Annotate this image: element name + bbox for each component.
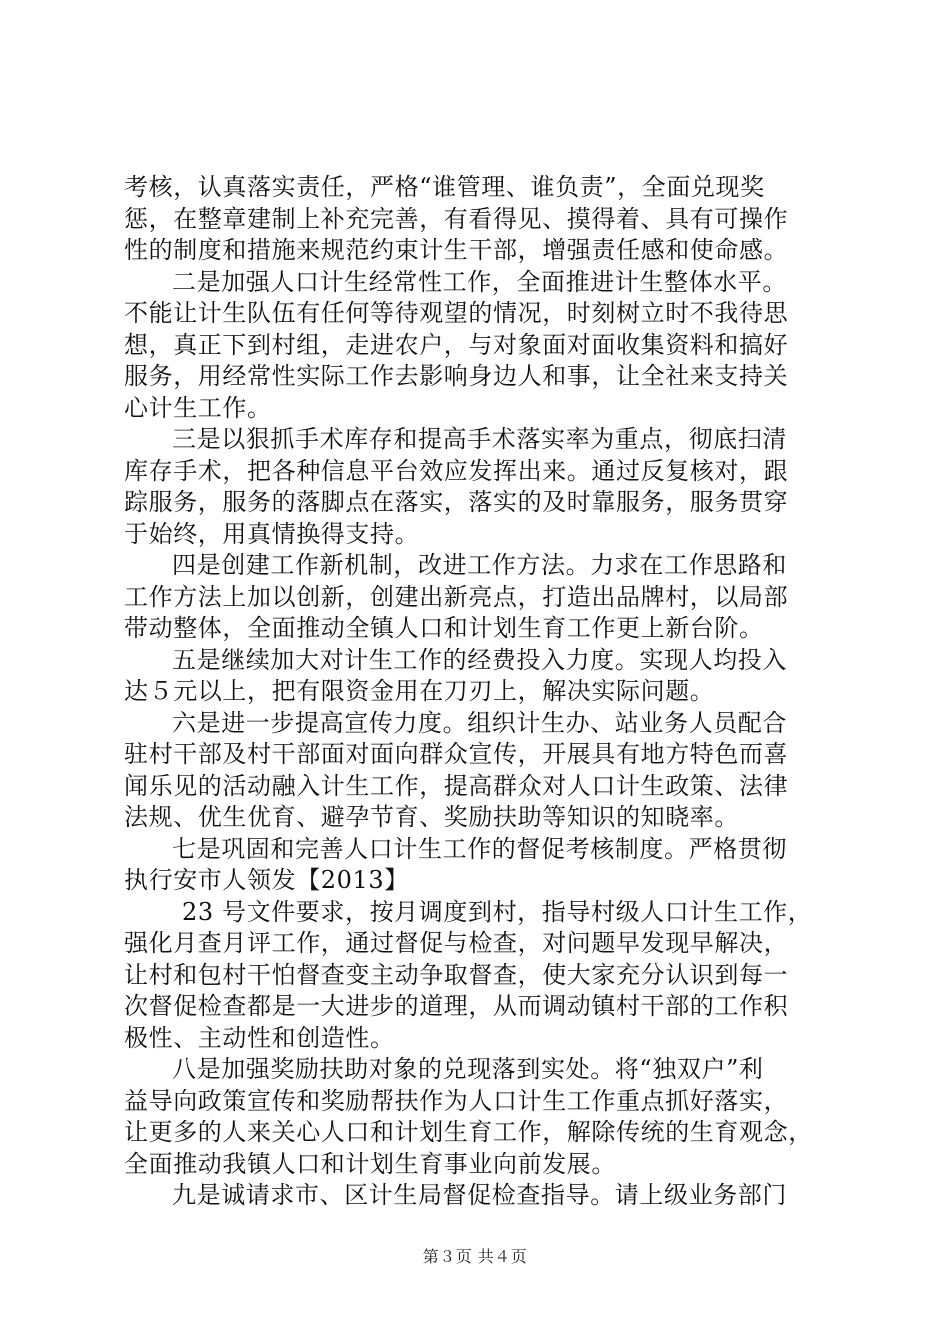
text-line: 工作方法上加以创新，创建出新亮点，打造出品牌村，以局部 bbox=[124, 582, 789, 611]
text-line: 七是巩固和完善人口计生工作的督促考核制度。严格贯彻 bbox=[172, 834, 787, 863]
text-line: 带动整体，全面推动全镇人口和计划生育工作更上新台阶。 bbox=[124, 614, 764, 642]
text-line: 五是继续加大对计生工作的经费投入力度。实现人均投入 bbox=[172, 645, 787, 674]
text-line: 23 号文件要求，按月调度到村，指导村级人口计生工作， bbox=[182, 897, 813, 926]
text-line: 性的制度和措施来规范约束计生干部，增强责任感和使命感。 bbox=[124, 236, 789, 264]
text-line: 法规、优生优育、避孕节育、奖励扶助等知识的知晓率。 bbox=[124, 803, 739, 831]
text-line: 八是加强奖励扶助对象的兑现落到实处。将“独双户”利 bbox=[172, 1055, 764, 1083]
page-footer: 第３页 共４页 bbox=[422, 1247, 528, 1266]
text-line: 四是创建工作新机制，改进工作方法。力求在工作思路和 bbox=[172, 551, 787, 579]
text-line: 驻村干部及村干部面对面向群众宣传，开展具有地方特色而喜 bbox=[124, 740, 789, 768]
text-line: 闻乐见的活动融入计生工作，提高群众对人口计生政策、法律 bbox=[124, 771, 789, 800]
text-line: 服务，用经常性实际工作去影响身边人和事，让全社来支持关 bbox=[124, 362, 789, 390]
text-line: 踪服务，服务的落脚点在落实，落实的及时靠服务，服务贯穿 bbox=[124, 488, 789, 516]
text-line: 让村和包村干怕督查变主动争取督查，使大家充分认识到每一 bbox=[124, 960, 789, 989]
text-line: 不能让计生队伍有任何等待观望的情况，时刻树立时不我待思 bbox=[124, 299, 789, 327]
text-line: 惩，在整章建制上补充完善，有看得见、摸得着、具有可操作 bbox=[124, 204, 789, 233]
text-line: 于始终，用真情换得支持。 bbox=[124, 519, 420, 548]
text-line: 让更多的人来关心人口和计划生育工作，解除传统的生育观念， bbox=[124, 1118, 813, 1146]
text-line: 极性、主动性和创造性。 bbox=[124, 1023, 395, 1052]
text-line: 二是加强人口计生经常性工作，全面推进计生整体水平。 bbox=[172, 267, 787, 296]
text-line: 想，真正下到村组，走进农户，与对象面对面收集资料和搞好 bbox=[124, 330, 789, 359]
text-line: 六是进一步提高宣传力度。组织计生办、站业务人员配合 bbox=[172, 708, 787, 737]
text-line: 达５元以上，把有限资金用在刀刃上，解决实际问题。 bbox=[124, 677, 715, 705]
text-line: 三是以狠抓手术库存和提高手术落实率为重点，彻底扫清 bbox=[172, 425, 787, 453]
text-line: 九是诚请求市、区计生局督促检查指导。请上级业务部门 bbox=[172, 1181, 787, 1209]
text-line: 心计生工作。 bbox=[124, 393, 272, 422]
body-text bbox=[124, 172, 836, 1212]
text-line: 益导向政策宣传和奖励帮扶作为人口计生工作重点抓好落实， bbox=[124, 1086, 789, 1115]
text-line: 全面推动我镇人口和计划生育事业向前发展。 bbox=[124, 1149, 616, 1178]
text-line: 库存手术，把各种信息平台效应发挥出来。通过反复核对，跟 bbox=[124, 456, 789, 485]
text-line: 考核，认真落实责任，严格“谁管理、谁负责”，全面兑现奖 bbox=[124, 173, 765, 201]
text-line: 强化月查月评工作，通过督促与检查，对问题早发现早解决， bbox=[124, 929, 789, 957]
text-line: 执行安市人领发【2013】 bbox=[124, 866, 409, 894]
text-line: 次督促检查都是一大进步的道理，从而调动镇村干部的工作积 bbox=[124, 992, 789, 1020]
